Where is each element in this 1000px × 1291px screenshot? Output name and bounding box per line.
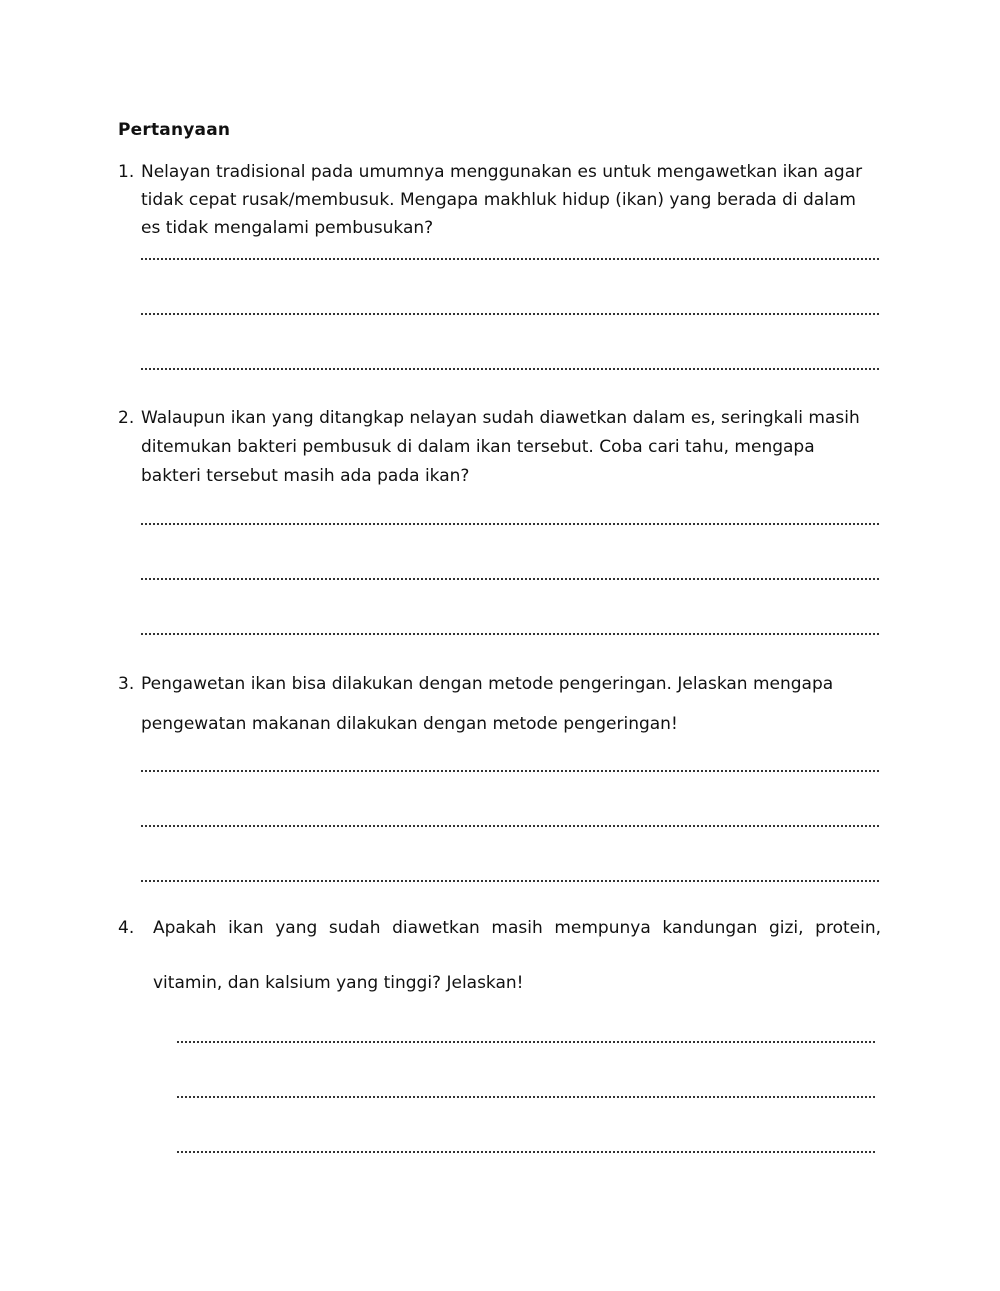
answer-line[interactable] [177, 1096, 875, 1098]
question-text-line: bakteri tersebut masih ada pada ikan? [141, 466, 470, 486]
question-number: 1. [118, 162, 135, 182]
page-title: Pertanyaan [118, 120, 231, 140]
question-text-line: tidak cepat rusak/membusuk. Mengapa makhluk hidup (ikan) yang berada di dalam [141, 190, 856, 210]
question-text-line: vitamin, dan kalsium yang tinggi? Jelaskan! [153, 973, 524, 993]
question-text-line: es tidak mengalami pembusukan? [141, 218, 434, 238]
question-number: 2. [118, 408, 135, 428]
answer-line[interactable] [141, 368, 879, 370]
question-text-line: pengewatan makanan dilakukan dengan metode pengeringan! [141, 714, 678, 734]
question-number: 4. [118, 918, 135, 938]
question-text-line: Nelayan tradisional pada umumnya menggunakan es untuk mengawetkan ikan agar [141, 162, 863, 182]
answer-line[interactable] [141, 633, 879, 635]
question-text-line: Apakah ikan yang sudah diawetkan masih mempunya kandungan gizi, protein, [153, 918, 881, 938]
answer-line[interactable] [141, 770, 879, 772]
answer-line[interactable] [177, 1041, 875, 1043]
answer-line[interactable] [141, 880, 879, 882]
question-number: 3. [118, 674, 135, 694]
answer-line[interactable] [141, 313, 879, 315]
answer-line[interactable] [141, 258, 879, 260]
answer-line[interactable] [177, 1151, 875, 1153]
answer-line[interactable] [141, 578, 879, 580]
question-text-line: Pengawetan ikan bisa dilakukan dengan metode pengeringan. Jelaskan mengapa [141, 674, 834, 694]
question-text-line: Walaupun ikan yang ditangkap nelayan sudah diawetkan dalam es, seringkali masih [141, 408, 860, 428]
answer-line[interactable] [141, 825, 879, 827]
answer-line[interactable] [141, 523, 879, 525]
question-text-line: ditemukan bakteri pembusuk di dalam ikan tersebut. Coba cari tahu, mengapa [141, 437, 815, 457]
